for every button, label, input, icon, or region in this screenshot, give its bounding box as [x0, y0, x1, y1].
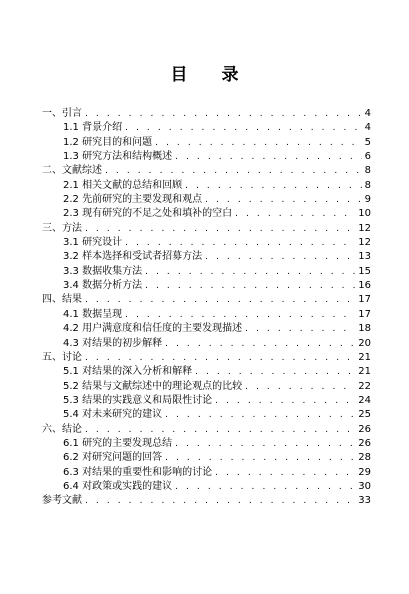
toc-entry[interactable]	[42, 164, 371, 178]
dot-leader	[85, 351, 355, 365]
dot-leader	[245, 322, 355, 336]
toc-entry-label: 六、结论	[42, 423, 82, 435]
toc-entry-page: 21	[358, 351, 371, 363]
toc-entry-label: 6.3 对结果的重要性和影响的讨论	[63, 466, 213, 478]
toc-entry[interactable]	[42, 451, 371, 465]
toc-entry[interactable]	[42, 222, 371, 236]
toc-entry[interactable]	[42, 437, 371, 451]
dot-leader	[215, 466, 355, 480]
toc-entry[interactable]	[42, 394, 371, 408]
toc-entry-label: 2.1 相关文献的总结和回顾	[63, 179, 183, 191]
dot-leader	[125, 308, 355, 322]
dot-leader	[85, 293, 355, 307]
toc-entry-page: 5	[364, 136, 371, 148]
toc-entry-page: 17	[358, 294, 371, 306]
toc-entry[interactable]	[42, 279, 371, 293]
toc-entry-page: 26	[358, 437, 371, 449]
dot-leader	[235, 207, 355, 221]
dot-leader	[85, 494, 355, 508]
dot-leader	[185, 179, 362, 193]
dot-leader	[175, 437, 355, 451]
dot-leader	[215, 394, 355, 408]
dot-leader	[165, 408, 355, 422]
toc-entry[interactable]	[42, 136, 371, 150]
toc-entry-page: 26	[358, 423, 371, 435]
toc-entry[interactable]	[42, 494, 371, 508]
toc-entry-label: 5.4 对未来研究的建议	[63, 409, 163, 421]
toc-entry-page: 6	[364, 151, 371, 163]
toc-entry-label: 6.1 研究的主要发现总结	[63, 437, 173, 449]
toc-entry-page: 24	[358, 394, 371, 406]
toc-entry-page: 12	[358, 222, 371, 234]
toc-entry[interactable]	[42, 236, 371, 250]
toc-entry-label: 3.2 样本选择和受试者招募方法	[63, 251, 203, 263]
toc-entry-page: 13	[358, 251, 371, 263]
toc-entry[interactable]	[42, 207, 371, 221]
toc-entry-label: 3.4 数据分析方法	[63, 280, 143, 292]
toc-entry-page: 15	[358, 265, 371, 277]
toc-entry-page: 4	[364, 108, 371, 119]
toc-entry[interactable]	[42, 107, 371, 121]
toc-entry-label: 四、结果	[42, 294, 82, 306]
toc-entry[interactable]	[42, 179, 371, 193]
toc-entry-page: 17	[358, 308, 371, 320]
dot-leader	[125, 236, 355, 250]
toc-entry-page: 4	[364, 122, 371, 134]
toc-entry[interactable]	[42, 250, 371, 264]
dot-leader	[105, 164, 362, 178]
toc-entry-page: 20	[358, 337, 371, 349]
dot-leader	[145, 279, 355, 293]
toc-entry-page: 9	[364, 194, 371, 206]
toc-entry-page: 30	[358, 480, 371, 492]
toc-entry-label: 2.2 先前研究的主要发现和观点	[63, 194, 203, 206]
dot-leader	[85, 222, 355, 236]
toc-entry-label: 一、引言	[42, 108, 82, 119]
toc-entry-page: 10	[358, 208, 371, 220]
toc-entry[interactable]	[42, 121, 371, 135]
toc-entry-page: 8	[364, 165, 371, 177]
toc-entry-page: 25	[358, 409, 371, 421]
toc-entry-label: 5.2 结果与文献综述中的理论观点的比较	[63, 380, 243, 392]
dot-leader	[125, 121, 362, 135]
toc-entry[interactable]	[42, 408, 371, 422]
toc-entry[interactable]	[42, 322, 371, 336]
toc-entry[interactable]	[42, 380, 371, 394]
toc-entry-label: 1.1 背景介绍	[63, 122, 123, 134]
toc-entry-label: 5.1 对结果的深入分析和解释	[63, 366, 193, 378]
toc-title: 目 录	[170, 65, 253, 85]
toc-entry[interactable]	[42, 365, 371, 379]
toc-entry[interactable]	[42, 423, 371, 437]
dot-leader	[145, 265, 355, 279]
dot-leader	[165, 451, 355, 465]
toc-entry-label: 3.1 研究设计	[63, 237, 123, 249]
toc-entry[interactable]	[42, 337, 371, 351]
dot-leader	[195, 365, 355, 379]
toc-entry[interactable]	[42, 150, 371, 164]
toc-entry-label: 5.3 结果的实践意义和局限性讨论	[63, 394, 213, 406]
toc-entry-label: 6.2 对研究问题的回答	[63, 452, 163, 464]
toc-entry[interactable]	[42, 193, 371, 207]
dot-leader	[85, 423, 355, 437]
toc-entry[interactable]	[42, 480, 371, 494]
toc-entry-page: 22	[358, 380, 371, 392]
dot-leader	[175, 150, 362, 164]
toc-entry-label: 4.1 数据呈现	[63, 308, 123, 320]
toc-entry-label: 1.2 研究目的和问题	[63, 136, 153, 148]
toc-list	[42, 107, 371, 509]
toc-entry-page: 21	[358, 366, 371, 378]
toc-entry[interactable]	[42, 466, 371, 480]
toc-entry-page: 28	[358, 452, 371, 464]
dot-leader	[175, 480, 355, 494]
dot-leader	[205, 193, 362, 207]
toc-entry-label: 3.3 数据收集方法	[63, 265, 143, 277]
toc-entry[interactable]	[42, 265, 371, 279]
toc-entry-label: 2.3 现有研究的不足之处和填补的空白	[63, 208, 233, 220]
toc-entry-label: 五、讨论	[42, 351, 82, 363]
toc-entry-page: 29	[358, 466, 371, 478]
toc-entry-page: 8	[364, 179, 371, 191]
toc-entry-page: 18	[358, 323, 371, 335]
toc-entry-label: 参考文献	[42, 495, 82, 507]
toc-entry-page: 16	[358, 280, 371, 292]
dot-leader	[85, 107, 362, 121]
toc-entry-label: 二、文献综述	[42, 165, 102, 177]
toc-entry-label: 三、方法	[42, 222, 82, 234]
toc-entry-label: 4.3 对结果的初步解释	[63, 337, 163, 349]
dot-leader	[165, 337, 355, 351]
toc-entry[interactable]	[42, 308, 371, 322]
dot-leader	[205, 250, 355, 264]
dot-leader	[245, 380, 355, 394]
toc-entry-label: 1.3 研究方法和结构概述	[63, 151, 173, 163]
toc-entry-page: 12	[358, 237, 371, 249]
dot-leader	[155, 136, 362, 150]
toc-entry[interactable]	[42, 351, 371, 365]
toc-entry-page: 33	[358, 495, 371, 507]
toc-entry-label: 4.2 用户满意度和信任度的主要发现描述	[63, 323, 243, 335]
toc-entry[interactable]	[42, 293, 371, 307]
toc-entry-label: 6.4 对政策或实践的建议	[63, 480, 173, 492]
